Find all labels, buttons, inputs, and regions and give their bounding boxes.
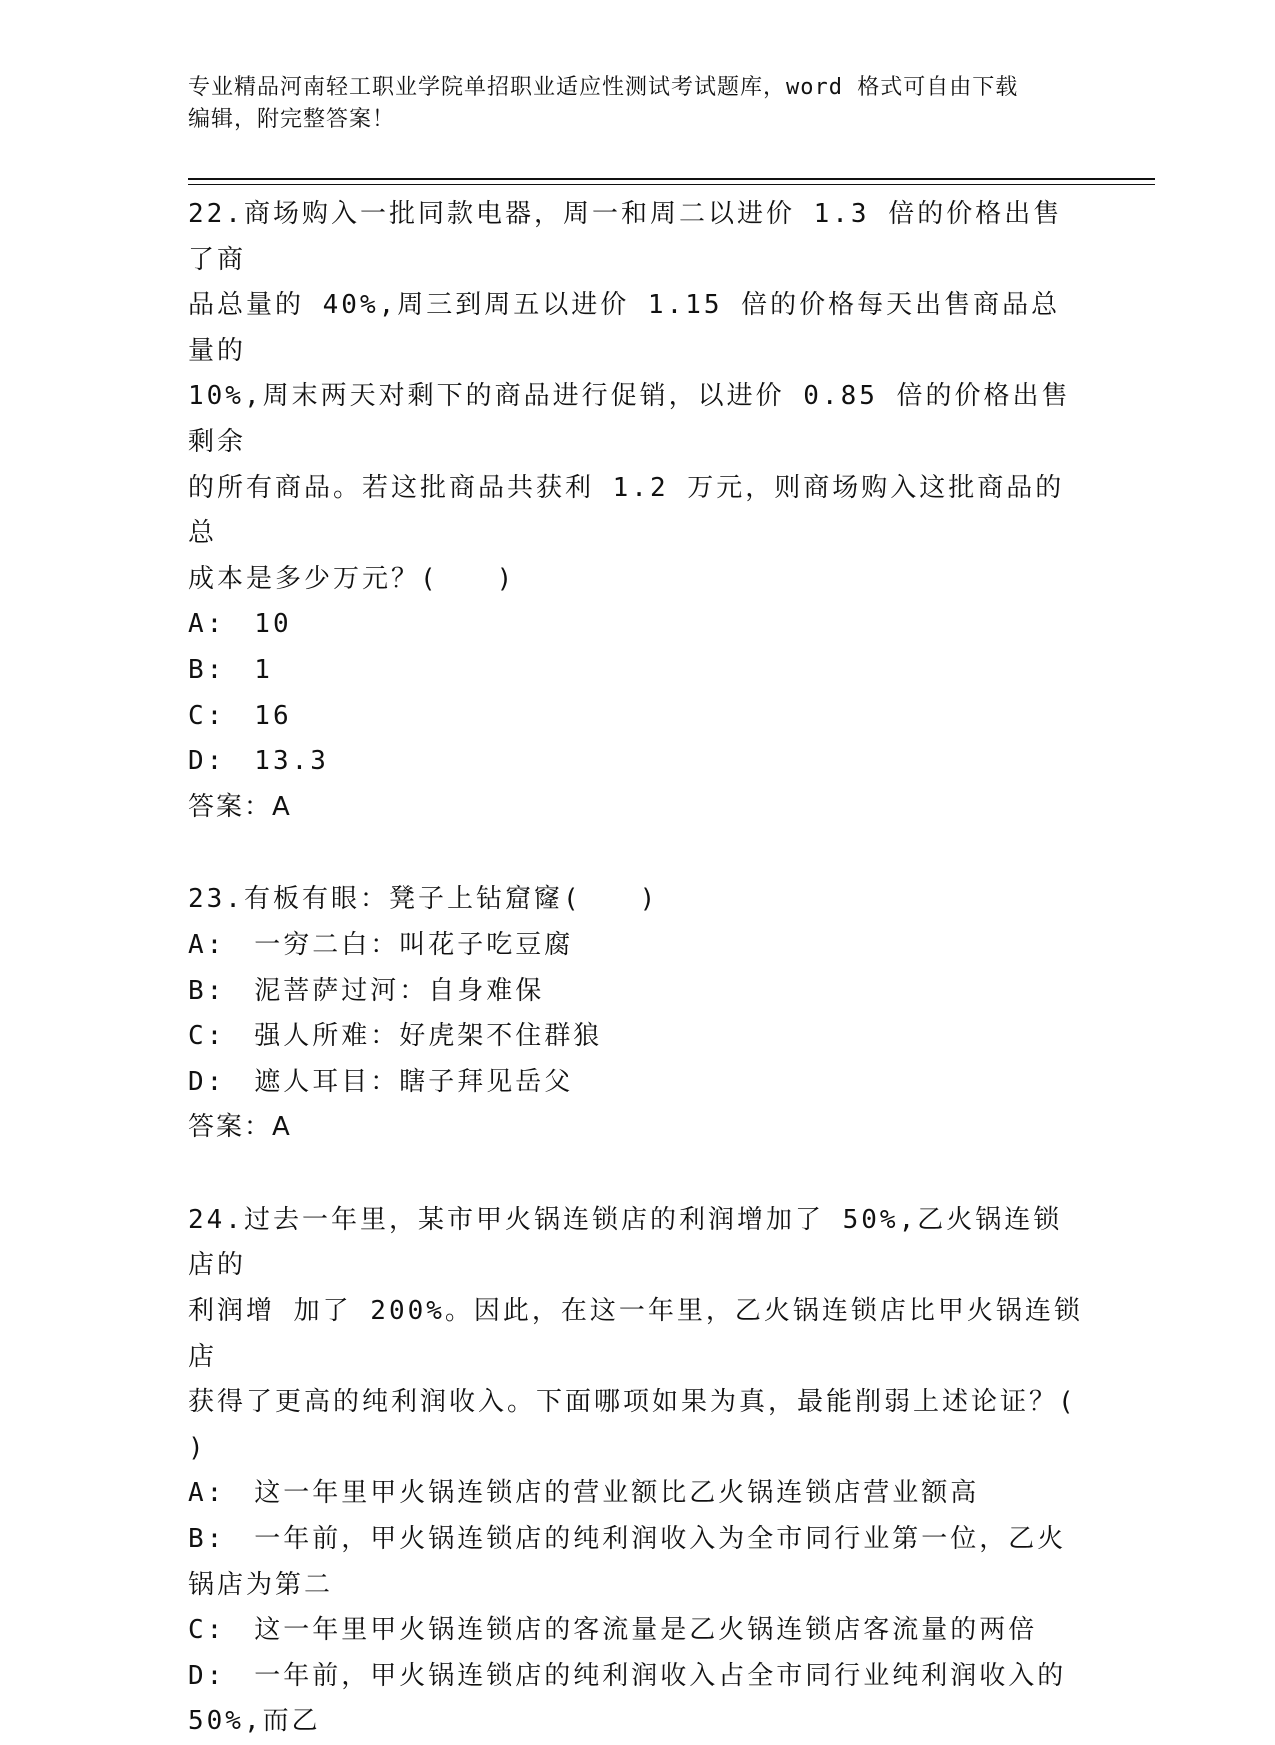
question-stem-line: 利润增 加了 200%。因此，在这一年里，乙火锅连锁店比甲火锅连锁店: [188, 1296, 1083, 1372]
option-d-continued: 50%,而乙: [188, 1706, 321, 1737]
option-d: D: 一年前，甲火锅连锁店的纯利润收入占全市同行业纯利润收入的: [188, 1660, 1067, 1691]
option-b: B: 1: [188, 654, 273, 685]
question-23: [188, 877, 1088, 1151]
page-header: [188, 72, 1088, 136]
question-stem-line: 22.商场购入一批同款电器，周一和周二以进价 1.3 倍的价格出售了商: [188, 199, 1063, 275]
option-a: A: 10: [188, 609, 292, 640]
question-stem-line: 的所有商品。若这批商品共获利 1.2 万元，则商场购入这批商品的总: [188, 472, 1065, 549]
question-stem-line: 10%,周末两天对剩下的商品进行促销，以进价 0.85 倍的价格出售剩余: [188, 381, 1071, 457]
question-stem-line: 23.有板有眼：凳子上钻窟窿( ): [188, 884, 659, 915]
answer-line: 答案：A: [188, 791, 292, 822]
header-divider-thin: [188, 184, 1155, 185]
header-divider-thick: [188, 178, 1155, 180]
question-spacer: [188, 830, 1088, 877]
option-c: C: 16: [188, 700, 292, 731]
question-stem-line: 24.过去一年里，某市甲火锅连锁店的利润增加了 50%,乙火锅连锁店的: [188, 1204, 1063, 1281]
option-d: D: 13.3: [188, 746, 329, 777]
question-24: [188, 1198, 1088, 1745]
header-line-1: 专业精品河南轻工职业学院单招职业适应性测试考试题库，word 格式可自由下载: [188, 75, 1019, 100]
question-stem-line: 成本是多少万元？( ): [188, 563, 516, 594]
option-d: D: 遮人耳目：瞎子拜见岳父: [188, 1066, 574, 1097]
question-spacer: [188, 1151, 1088, 1198]
question-stem-line: ): [188, 1432, 207, 1463]
option-b: B: 泥菩萨过河：自身难保: [188, 975, 545, 1006]
answer-line: 答案：A: [188, 1112, 292, 1143]
option-c: C: 这一年里甲火锅连锁店的客流量是乙火锅连锁店客流量的两倍: [188, 1615, 1038, 1646]
question-22: [188, 192, 1088, 830]
question-list: [188, 192, 1088, 1745]
option-a: A: 这一年里甲火锅连锁店的营业额比乙火锅连锁店营业额高: [188, 1478, 980, 1509]
option-c: C: 强人所难：好虎架不住群狼: [188, 1021, 603, 1052]
question-stem-line: 获得了更高的纯利润收入。下面哪项如果为真，最能削弱上述论证？(: [188, 1387, 1077, 1418]
option-b: B: 一年前，甲火锅连锁店的纯利润收入为全市同行业第一位，乙火: [188, 1524, 1067, 1555]
option-a: A: 一穷二白：叫花子吃豆腐: [188, 929, 574, 960]
header-line-2: 编辑，附完整答案！: [188, 107, 396, 132]
option-b-continued: 锅店为第二: [188, 1569, 334, 1600]
question-stem-line: 品总量的 40%,周三到周五以进价 1.15 倍的价格每天出售商品总量的: [188, 290, 1061, 366]
